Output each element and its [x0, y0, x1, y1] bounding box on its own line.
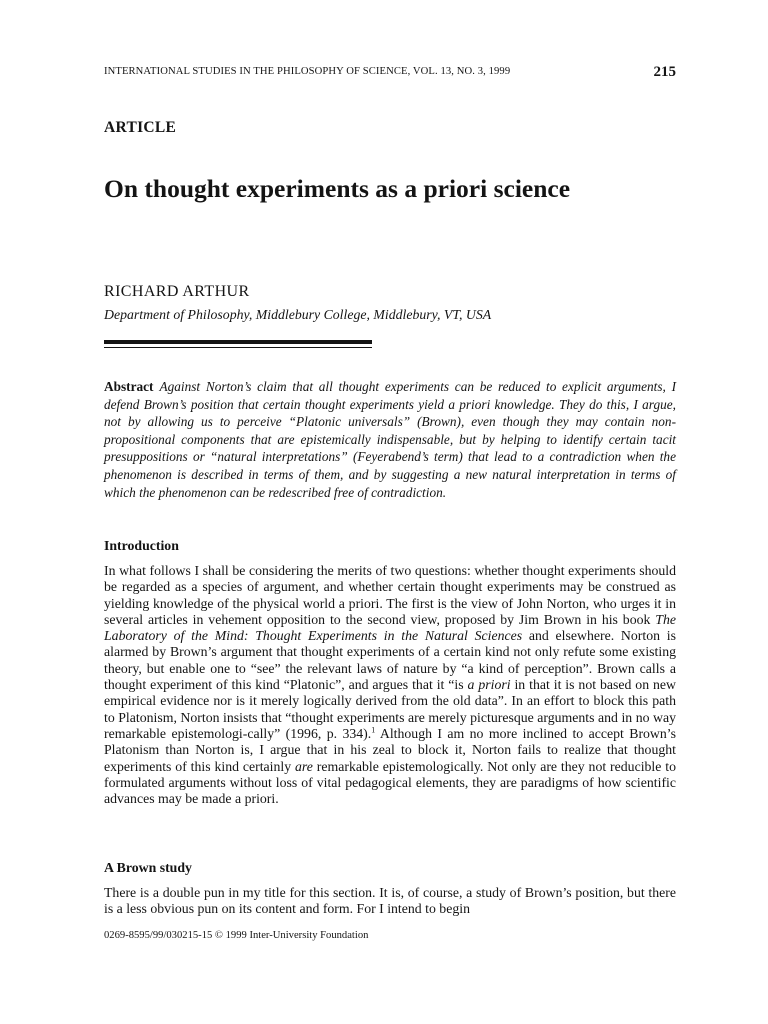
- article-title: On thought experiments as a priori science: [104, 174, 571, 203]
- title-rule-thin: [104, 347, 372, 348]
- abstract-text: Against Norton’s claim that all thought experiments can be reduced to explicit arguments, I defend Brown’s position that certain thought experiments yield a priori knowledge. They do this, I argue, not by allowing us to perceive “Platonic universals” (Brown), even though they may contain non-propositional components that are epistemically indispensable, but by helping to identify certain tacit presuppositions or “natural interpretations” (Feyerabend’s term) that lead to a contradiction when the phenomenon is described in terms of them, and by suggesting a new natural interpretation in terms of which the phenomenon can be redescribed free of contradiction.: [104, 379, 676, 500]
- abstract-label: Abstract: [104, 379, 154, 394]
- author-affiliation: Department of Philosophy, Middlebury College, Middlebury, VT, USA: [104, 307, 492, 322]
- title-rule-thick: [104, 340, 372, 344]
- introduction-paragraph: [104, 563, 676, 807]
- are-emphasis: are: [295, 758, 313, 774]
- author-name: RICHARD ARTHUR: [104, 283, 250, 300]
- introduction-heading: Introduction: [104, 538, 179, 553]
- abstract: [104, 378, 676, 501]
- section-label: ARTICLE: [104, 119, 177, 136]
- running-head: INTERNATIONAL STUDIES IN THE PHILOSOPHY OF SCIENCE, VOL. 13, NO. 3, 1999: [104, 66, 511, 77]
- page-number: 215: [653, 64, 676, 80]
- brown-study-paragraph: There is a double pun in my title for this section. It is, of course, a study of Brown’s position, but there is a less obvious pun on its content and form. For I intend to begin: [104, 885, 676, 917]
- intro-text-3: in that it is not based on new empirical evidence nor is it merely logically derived from the old data”. In an effort to block this path to Platonism, Norton insists that “thought experiments are merely picturesque arguments and in no way remarkable epistemologi-cally” (1996, p. 334).: [104, 677, 677, 741]
- intro-text-1: In what follows I shall be considering the merits of two questions: whether thought experiments should be regarded as a species of argument, and whether certain thought experiments may be construed as yielding knowledge of the physical world a priori. The first is the view of John Norton, who urges it in several articles in vehement opposition to the second view, proposed by Jim Brown in his book: [104, 563, 676, 627]
- intro-text-4: Although I am no more inclined to accept Brown’s Platonism than Norton is, I argue that in his zeal to block it, Norton fails to realize that thought experiments of this kind certainly: [104, 725, 676, 774]
- brown-study-heading: A Brown study: [104, 860, 192, 875]
- copyright-footer: 0269-8595/99/030215-15 © 1999 Inter-University Foundation: [104, 930, 369, 941]
- a-priori-emphasis: a priori: [467, 677, 511, 693]
- intro-text-2: and elsewhere. Norton is alarmed by Brown’s argument that thought experiments of a certain kind not only refute some existing theory, but enable one to “see” the relevant laws of nature by “a kind of perception”. Brown calls a thought experiment of this kind “Platonic”, and argues that it “is: [104, 628, 676, 693]
- book-title: The Laboratory of the Mind: Thought Experiments in the Natural Sciences: [104, 611, 676, 644]
- footnote-marker: 1: [371, 725, 376, 735]
- intro-text-5: remarkable epistemologically. Not only are they not reducible to formulated arguments without loss of vital pedagogical elements, they are paradigms of how scientific advances may be made a priori.: [104, 758, 676, 807]
